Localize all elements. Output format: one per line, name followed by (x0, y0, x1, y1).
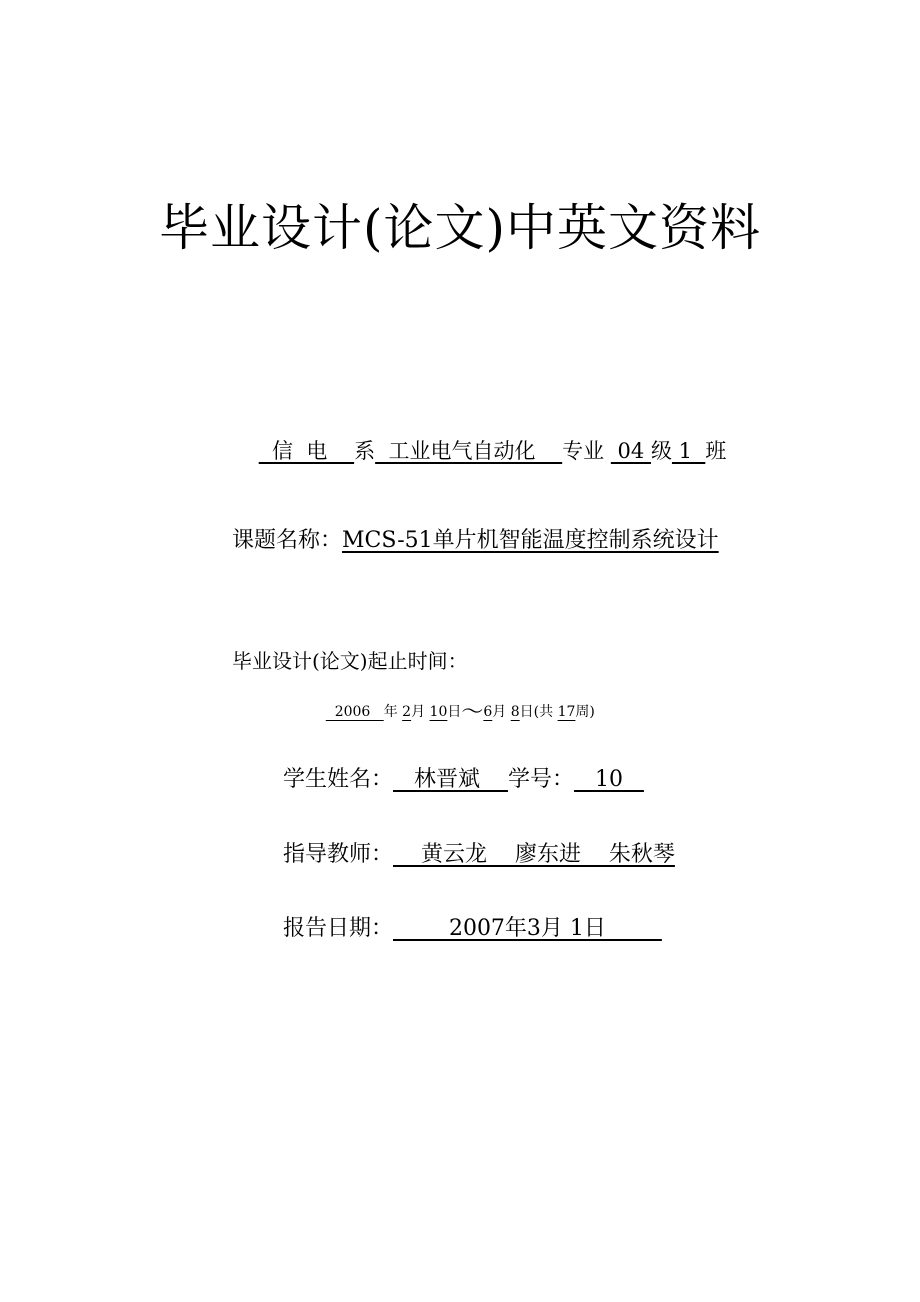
start-year: 2006 (325, 704, 384, 720)
student-name-value: 林晋斌 (393, 767, 508, 792)
document-title: 毕业设计(论文)中英文资料 (158, 199, 761, 257)
weeks-value: 17 (557, 704, 576, 720)
grade-suffix: 级 (650, 439, 672, 463)
topic-value: MCS-51单片机智能温度控制系统设计 (342, 528, 719, 553)
period-label: 毕业设计(论文)起止时间： (232, 649, 468, 673)
major-value: 工业电气自动化 (375, 439, 563, 463)
student-line (255, 737, 644, 818)
report-date-line (255, 886, 662, 967)
topic-label: 课题名称： (232, 528, 343, 553)
student-id-value: 10 (573, 767, 644, 792)
month-char-2: 月 (492, 704, 511, 720)
day-char: 日 (447, 704, 462, 720)
report-date-label: 报告日期： (282, 916, 393, 941)
student-id-label: 学号： (507, 767, 574, 792)
major-suffix: 专业 (562, 439, 611, 463)
end-month: 6 (483, 704, 493, 720)
report-date-value: 2007年3月 1日 (393, 916, 662, 941)
grade-value: 04 (610, 439, 651, 463)
end-day: 8 (510, 704, 520, 720)
day-char-2: 日(共 (519, 704, 558, 720)
topic-line (232, 523, 719, 554)
class-suffix: 班 (705, 439, 727, 463)
start-month: 2 (402, 704, 412, 720)
student-name-label: 学生姓名： (282, 767, 393, 792)
start-day: 10 (429, 704, 448, 720)
month-char: 月 (411, 704, 430, 720)
period-line (308, 679, 595, 742)
advisor-value: 黄云龙 廖东进 朱秋琴 (393, 842, 675, 867)
department-line (232, 411, 726, 489)
class-value: 1 (671, 439, 706, 463)
advisor-line (255, 812, 675, 893)
department-value: 信 电 (258, 439, 355, 463)
advisor-label: 指导教师： (282, 842, 393, 867)
tilde-separator: 〜 (461, 700, 484, 725)
department-suffix: 系 (354, 439, 376, 463)
year-char: 年 (383, 704, 403, 720)
weeks-suffix: 周) (575, 704, 595, 720)
